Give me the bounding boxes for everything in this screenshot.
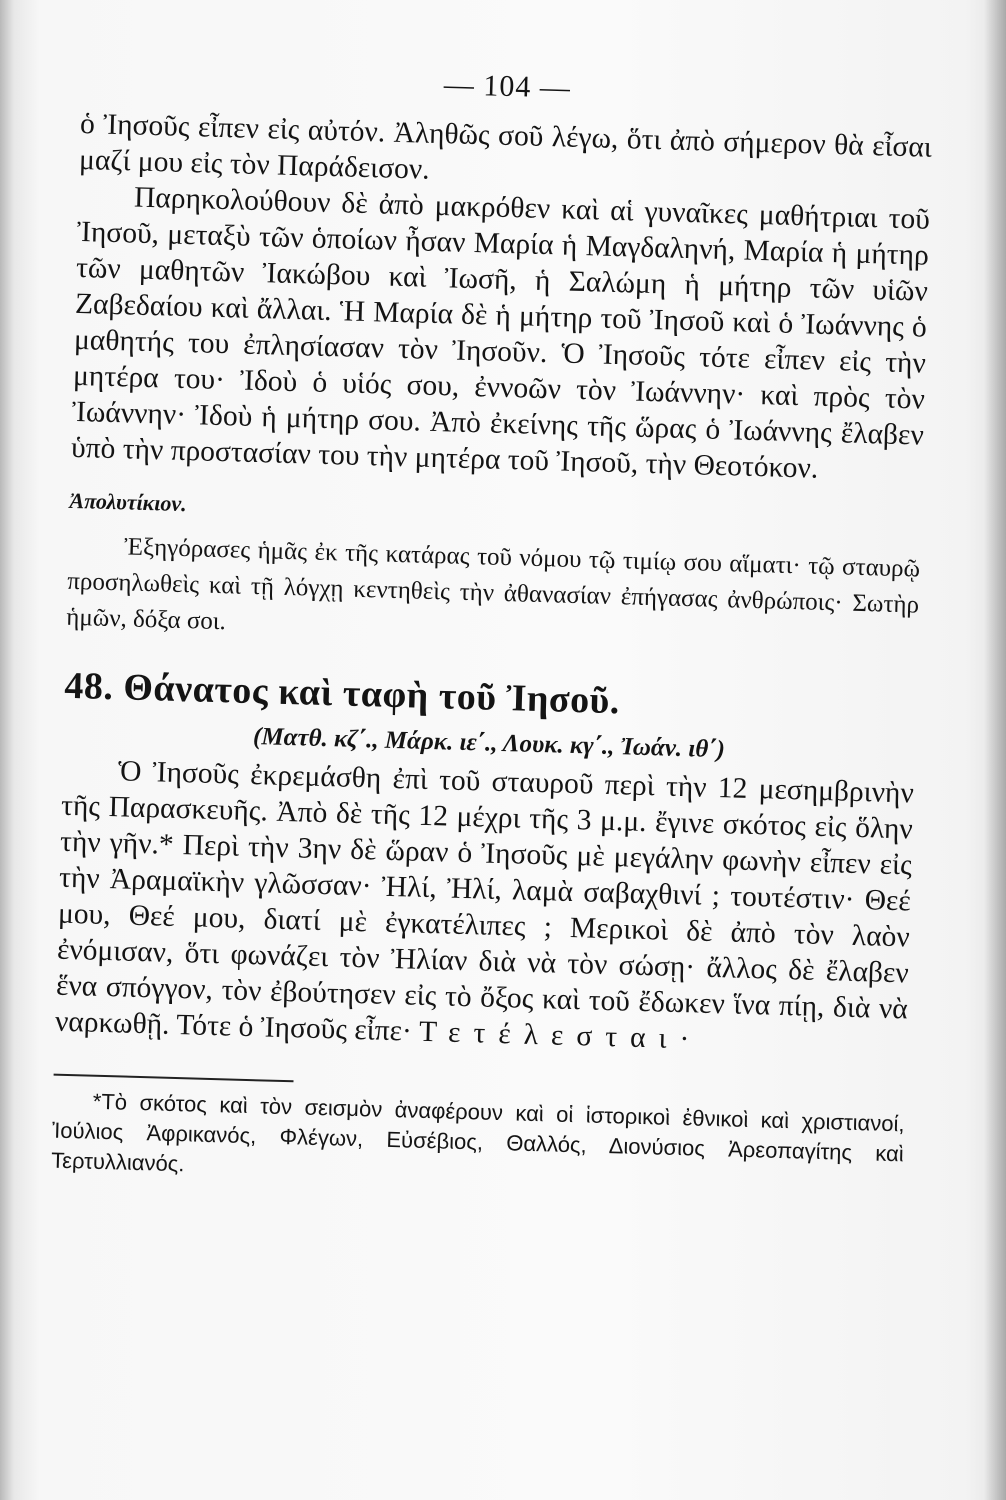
- apolytikion-text: Ἐξηγόρασες ἡμᾶς ἐκ τῆς κατάρας τοῦ νόμου τῷ τιμίῳ σου αἵματι· τῷ σταυρῷ προσηλωθεὶς καὶ τῇ λόγχῃ κεντηθεὶς τὴν ἀθανασίαν ἐπήγασας ἀνθρώποις· Σωτὴρ ἡμῶν, δόξα σοι.: [66, 533, 921, 636]
- footnote-divider: [54, 1074, 294, 1083]
- paragraph-women-at-cross: Παρηκολούθουν δὲ ἀπὸ μακρόθεν καὶ αἱ γυναῖκες μαθήτριαι τοῦ Ἰησοῦ, μεταξὺ τῶν ὁποίων ἦσαν Μαρία ἡ Μαγδαληνή, Μαρία ἡ μήτηρ τῶν μαθητῶν Ἰακώβου καὶ Ἰωσῆ, ἡ Σαλώμη ἡ μήτηρ τῶν υἱῶν Ζαβεδαίου καὶ ἄλλαι. Ἡ Μαρία δὲ ἡ μήτηρ τοῦ Ἰησοῦ καὶ ὁ Ἰωάννης ὁ μαθητής του ἐπλησίασαν τὸν Ἰησοῦν. Ὁ Ἰησοῦς τότε εἶπεν εἰς τὴν μητέρα του· Ἰδοὺ ὁ υἱός σου, ἐννοῶν τὸν Ἰωάννην· καὶ πρὸς τὸν Ἰωάννην· Ἰδοὺ ἡ μήτηρ σου. Ἀπὸ ἐκείνης τῆς ὥρας ὁ Ἰωάννης ἔλαβεν ὑπὸ τὴν προστασίαν του τὴν μητέρα τοῦ Ἰησοῦ, τὴν Θεοτόκον.: [70, 181, 931, 485]
- tetelestai-word: Τετέλεσται·: [418, 1015, 703, 1056]
- paragraph-death: [55, 752, 915, 1064]
- section-references: (Ματθ. κζ΄., Μάρκ. ιε΄., Λουκ. κγ΄., Ἰωάν. ιθ΄): [252, 723, 726, 764]
- paragraph-continuation: ὁ Ἰησοῦς εἶπεν εἰς αὐτόν. Ἀληθῶς σοῦ λέγω, ὅτι ἀπὸ σήμερον θὰ εἶσαι μαζί μου εἰς τὸν Παράδεισον.: [78, 107, 933, 186]
- section-title: 48. Θάνατος καὶ ταφὴ τοῦ Ἰησοῦ.: [63, 664, 621, 723]
- paragraph-death-text: Ὁ Ἰησοῦς ἐκρεμάσθη ἐπὶ τοῦ σταυροῦ περὶ τὴν 12 μεσημβρινὴν τῆς Παρασκευῆς. Ἀπὸ δὲ τῆς 12 μέχρι τῆς 3 μ.μ. ἔγινε σκότος εἰς ὅλην τὴν γῆν.* Περὶ τὴν 3ην δὲ ὥραν ὁ Ἰησοῦς μὲ μεγάλην φωνὴν εἶπεν εἰς τὴν Ἀραμαϊκὴν γλῶσσαν· Ἠλί, Ἠλί, λαμὰ σαβαχθινί ; τουτέστιν· Θεέ μου, Θεέ μου, διατί μὲ ἐγκατέλιπες ; Μερικοὶ δὲ ἀπὸ τὸν λαὸν ἐνόμισαν, ὅτι φωνάζει τὸν Ἠλίαν διὰ νὰ τὸν σώσῃ· ἄλλος δὲ ἔλαβεν ἕνα σπόγγον, τὸν ἐβούτησεν εἰς τὸ ὄξος καὶ τοῦ ἔδωκεν ἵνα πίῃ, διὰ νὰ ναρκωθῇ. Τότε ὁ Ἰησοῦς εἶπε·: [54, 755, 915, 1048]
- apolytikion-heading: Ἀπολυτίκιον.: [69, 487, 188, 517]
- footnote: [51, 1086, 905, 1200]
- page-content: [51, 58, 934, 1199]
- page-number: — 104 —: [443, 68, 572, 105]
- footnote-text: *Τὸ σκότος καὶ τὸν σεισμὸν ἀναφέρουν καὶ οἱ ἱστορικοὶ ἐθνικοὶ καὶ χριστιανοί, Ἰούλιος Ἀφρικανός, Φλέγων, Εὐσέβιος, Θαλλός, Διονύσιος Ἀρεοπαγίτης καὶ Τερτυλλιανός.: [50, 1088, 905, 1177]
